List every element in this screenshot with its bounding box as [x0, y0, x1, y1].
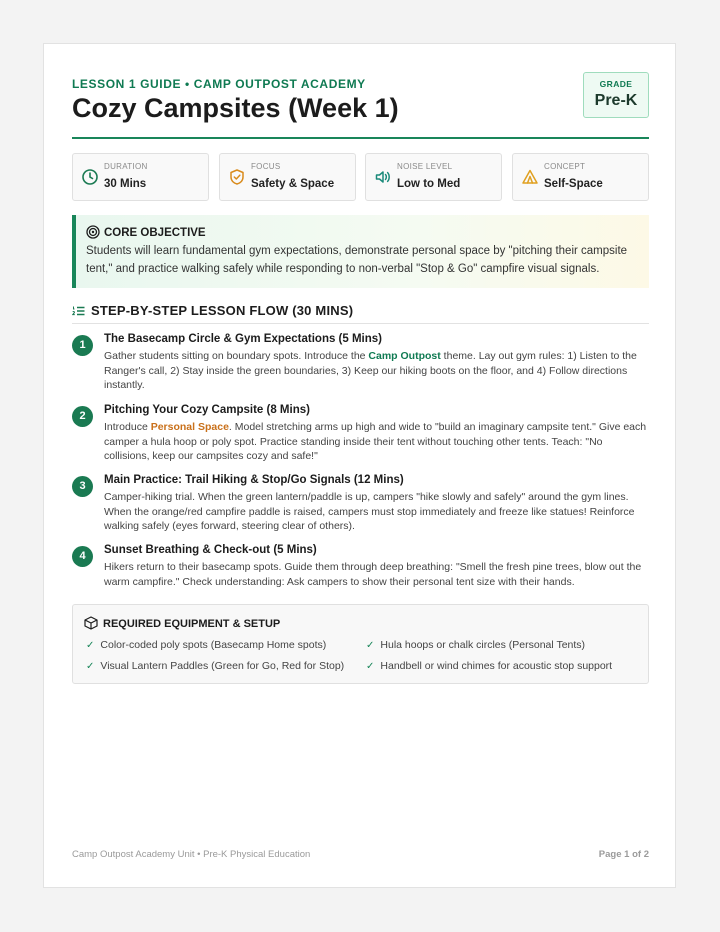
stat-card-concept [512, 153, 649, 201]
footer-unit-label: Camp Outpost Academy Unit • Pre-K Physical Education [72, 849, 311, 860]
equipment-item [366, 660, 612, 672]
objective-heading-text: CORE OBJECTIVE [104, 227, 206, 239]
step-title: Main Practice: Trail Hiking & Stop/Go Signals (12 Mins) [104, 474, 404, 486]
lesson-kicker: LESSON 1 GUIDE • CAMP OUTPOST ACADEMY [72, 77, 366, 91]
step-number: 4 [72, 546, 93, 567]
shield-icon [228, 168, 246, 186]
equipment-heading-text: REQUIRED EQUIPMENT & SETUP [103, 618, 281, 630]
equipment-item-text: Hula hoops or chalk circles (Personal Tents) [380, 639, 586, 651]
flow-divider [72, 323, 649, 324]
equipment-item [366, 639, 585, 651]
page-title: Cozy Campsites (Week 1) [72, 93, 399, 123]
highlight-term: Camp Outpost [368, 350, 441, 362]
page-prefix: Page [598, 849, 625, 860]
equipment-item-text: Color-coded poly spots (Basecamp Home spots) [100, 639, 327, 651]
lesson-flow-heading-text: STEP-BY-STEP LESSON FLOW (30 MINS) [91, 303, 354, 318]
page-sep: of [629, 849, 644, 860]
step-body-text: theme. Lay out gym rules: 1) Listen to the Ranger's call, 2) Stay inside the green boundaries, 3) Keep our hiking boots on the floor, and 4) Follow directions instantly. [104, 350, 637, 392]
step-body: Hikers return to their basecamp spots. Guide them through deep breathing: "Smell the fresh pine trees, blow out the warm campfire." Check understanding: Ask campers to show their personal tent size with their hands. [104, 561, 642, 588]
stat-card-focus [219, 153, 356, 201]
check-icon: ✓ [86, 661, 95, 672]
equipment-item [86, 639, 326, 651]
step-body [104, 420, 649, 464]
step-number: 2 [72, 406, 93, 427]
stat-card-noise [365, 153, 502, 201]
step-title: Pitching Your Cozy Campsite (8 Mins) [104, 404, 310, 416]
objective-heading [86, 225, 206, 239]
target-icon [86, 225, 100, 239]
equipment-item-text: Handbell or wind chimes for acoustic stop support [380, 660, 613, 672]
check-icon: ✓ [86, 640, 95, 651]
step-body: Camper-hiking trial. When the green lantern/paddle is up, campers "hike slowly and safely" around the gym lines. When the orange/red campfire paddle is raised, campers must stop immediately and freeze like statues! Reinforce walking safely (eyes forward, steering clear of others). [104, 491, 635, 533]
box-icon [84, 616, 98, 630]
header-divider [72, 137, 649, 139]
stat-card-duration [72, 153, 209, 201]
check-icon: ✓ [366, 640, 375, 651]
speaker-icon [374, 168, 392, 186]
page-current: 1 [624, 849, 630, 860]
equipment-item-text: Visual Lantern Paddles (Green for Go, Red for Stop) [100, 660, 345, 672]
grade-badge [583, 72, 649, 118]
step-number: 1 [72, 335, 93, 356]
tent-icon [521, 168, 539, 186]
step-body-text: . Model stretching arms up high and wide to "build an imaginary campsite tent." Give each camper a hula hoop or poly spot. Practice standing inside their tent without touching other tents. Teach: "No collisions, keep our campsites cozy and safe!" [104, 421, 647, 463]
stat-value: Safety & Space [251, 178, 335, 190]
step-body-text: Gather students sitting on boundary spots. Introduce the [104, 350, 369, 362]
stat-value: 30 Mins [104, 178, 147, 190]
step-title: Sunset Breathing & Check-out (5 Mins) [104, 544, 317, 556]
numbered-list-icon [72, 305, 85, 317]
step-body [104, 349, 649, 393]
grade-label: GRADE [599, 79, 633, 89]
stat-label: CONCEPT [544, 162, 586, 171]
stat-label: NOISE LEVEL [397, 162, 453, 171]
stat-value: Low to Med [397, 178, 461, 190]
stat-value: Self-Space [544, 178, 603, 190]
clock-icon [81, 168, 99, 186]
objective-text: Students will learn fundamental gym expectations, demonstrate personal space by "pitching their campsite tent," and practice walking safely while responding to non-verbal "Stop & Go" campfire visual signals. [86, 245, 628, 275]
core-objective-callout [72, 215, 649, 288]
lesson-flow-heading [72, 303, 353, 318]
lesson-page [43, 43, 676, 888]
equipment-item [86, 660, 344, 672]
step-title: The Basecamp Circle & Gym Expectations (5 Mins) [104, 333, 383, 345]
page-total: 2 [643, 849, 649, 860]
step-body-text: Introduce [104, 421, 151, 433]
page-number [599, 849, 649, 860]
check-icon: ✓ [366, 661, 375, 672]
step-number: 3 [72, 476, 93, 497]
equipment-box [72, 604, 649, 684]
stat-label: DURATION [104, 162, 148, 171]
equipment-heading [84, 616, 280, 630]
stat-label: FOCUS [251, 162, 281, 171]
stat-cards [72, 153, 649, 201]
highlight-term: Personal Space [150, 421, 229, 433]
grade-value: Pre-K [594, 92, 638, 109]
